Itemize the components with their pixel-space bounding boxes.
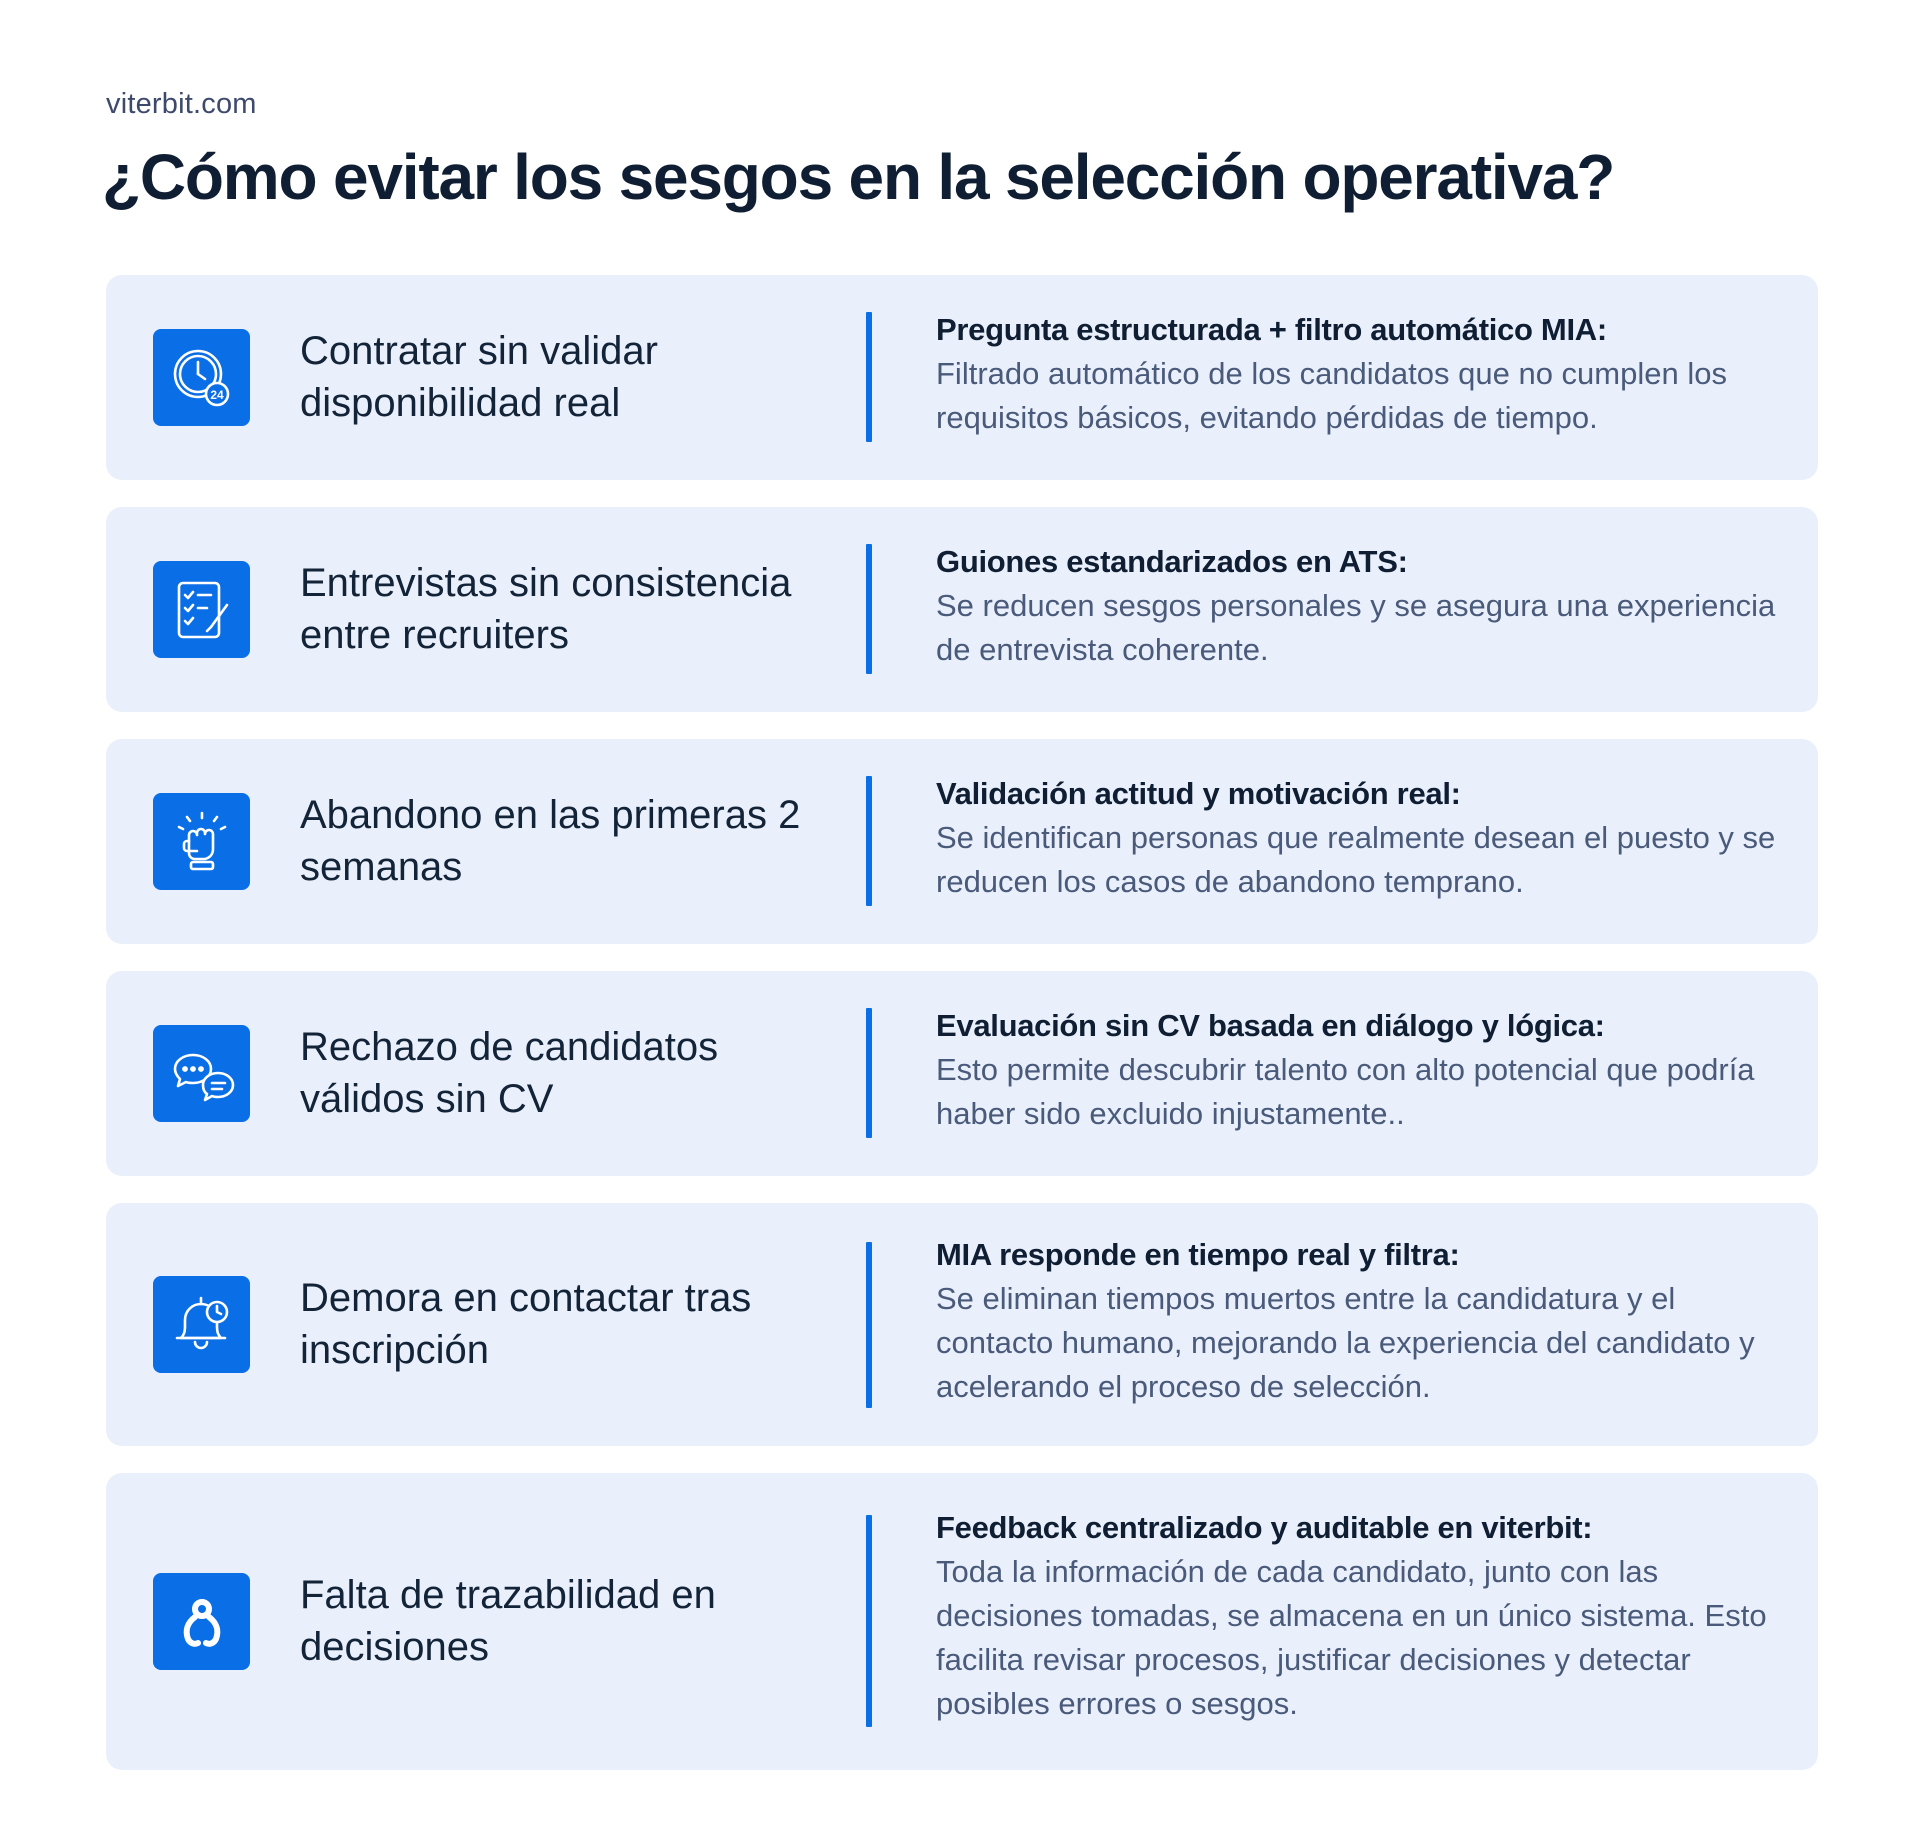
solution-text: Se reducen sesgos personales y se asegura una experiencia de entrevista coherente. bbox=[936, 588, 1776, 667]
solution-text: Se eliminan tiempos muertos entre la candidatura y el contacto humano, mejorando la experiencia del candidato y acelerando el proceso de selección. bbox=[936, 1281, 1755, 1404]
divider bbox=[866, 776, 872, 906]
problem-text: Demora en contactar tras inscripción bbox=[300, 1276, 752, 1372]
solution-block bbox=[936, 1506, 1796, 1726]
solution-title: Guiones estandarizados en ATS: bbox=[936, 544, 1408, 579]
solution-text: Se identifican personas que realmente desean el puesto y se reducen los casos de abandono temprano. bbox=[936, 820, 1776, 899]
checklist-icon bbox=[153, 561, 250, 658]
problem-text: Contratar sin validar disponibilidad real bbox=[300, 329, 658, 425]
solution-title: MIA responde en tiempo real y filtra: bbox=[936, 1237, 1460, 1272]
solution-title: Feedback centralizado y auditable en viterbit: bbox=[936, 1510, 1593, 1545]
solution-block bbox=[936, 540, 1796, 672]
chat-bubbles-icon bbox=[153, 1025, 250, 1122]
solution-title: Validación actitud y motivación real: bbox=[936, 776, 1461, 811]
problem-text: Rechazo de candidatos válidos sin CV bbox=[300, 1025, 719, 1121]
solution-text: Toda la información de cada candidato, junto con las decisiones tomadas, se almacena en un único sistema. Esto facilita revisar procesos, justificar decisiones y detectar posibles errores o sesgos. bbox=[936, 1554, 1767, 1721]
solution-block bbox=[936, 772, 1796, 904]
rows-list bbox=[106, 275, 1818, 1797]
list-item bbox=[106, 507, 1818, 712]
solution-block bbox=[936, 308, 1796, 440]
list-item bbox=[106, 1473, 1818, 1770]
divider bbox=[866, 544, 872, 674]
problem-text: Entrevistas sin consistencia entre recruiters bbox=[300, 561, 792, 657]
list-item bbox=[106, 275, 1818, 480]
solution-text: Filtrado automático de los candidatos que no cumplen los requisitos básicos, evitando pérdidas de tiempo. bbox=[936, 356, 1727, 435]
list-item bbox=[106, 1203, 1818, 1446]
list-item bbox=[106, 739, 1818, 944]
divider bbox=[866, 1242, 872, 1408]
solution-title: Evaluación sin CV basada en diálogo y lógica: bbox=[936, 1008, 1605, 1043]
solution-block bbox=[936, 1233, 1796, 1409]
solution-text: Esto permite descubrir talento con alto potencial que podría haber sido excluido injustamente.. bbox=[936, 1052, 1755, 1131]
viterbit-logo-icon bbox=[153, 1573, 250, 1670]
divider bbox=[866, 1515, 872, 1727]
problem-text: Falta de trazabilidad en decisiones bbox=[300, 1573, 716, 1669]
bell-clock-icon bbox=[153, 1276, 250, 1373]
svg-text:24: 24 bbox=[209, 387, 224, 402]
site-url: viterbit.com bbox=[106, 88, 257, 120]
clock-24-icon bbox=[153, 329, 250, 426]
page-title: ¿Cómo evitar los sesgos en la selección operativa? bbox=[102, 141, 1615, 213]
solution-block bbox=[936, 1004, 1796, 1136]
list-item bbox=[106, 971, 1818, 1176]
divider bbox=[866, 312, 872, 442]
divider bbox=[866, 1008, 872, 1138]
solution-title: Pregunta estructurada + filtro automático MIA: bbox=[936, 312, 1607, 347]
motivation-fist-icon bbox=[153, 793, 250, 890]
problem-text: Abandono en las primeras 2 semanas bbox=[300, 793, 801, 889]
